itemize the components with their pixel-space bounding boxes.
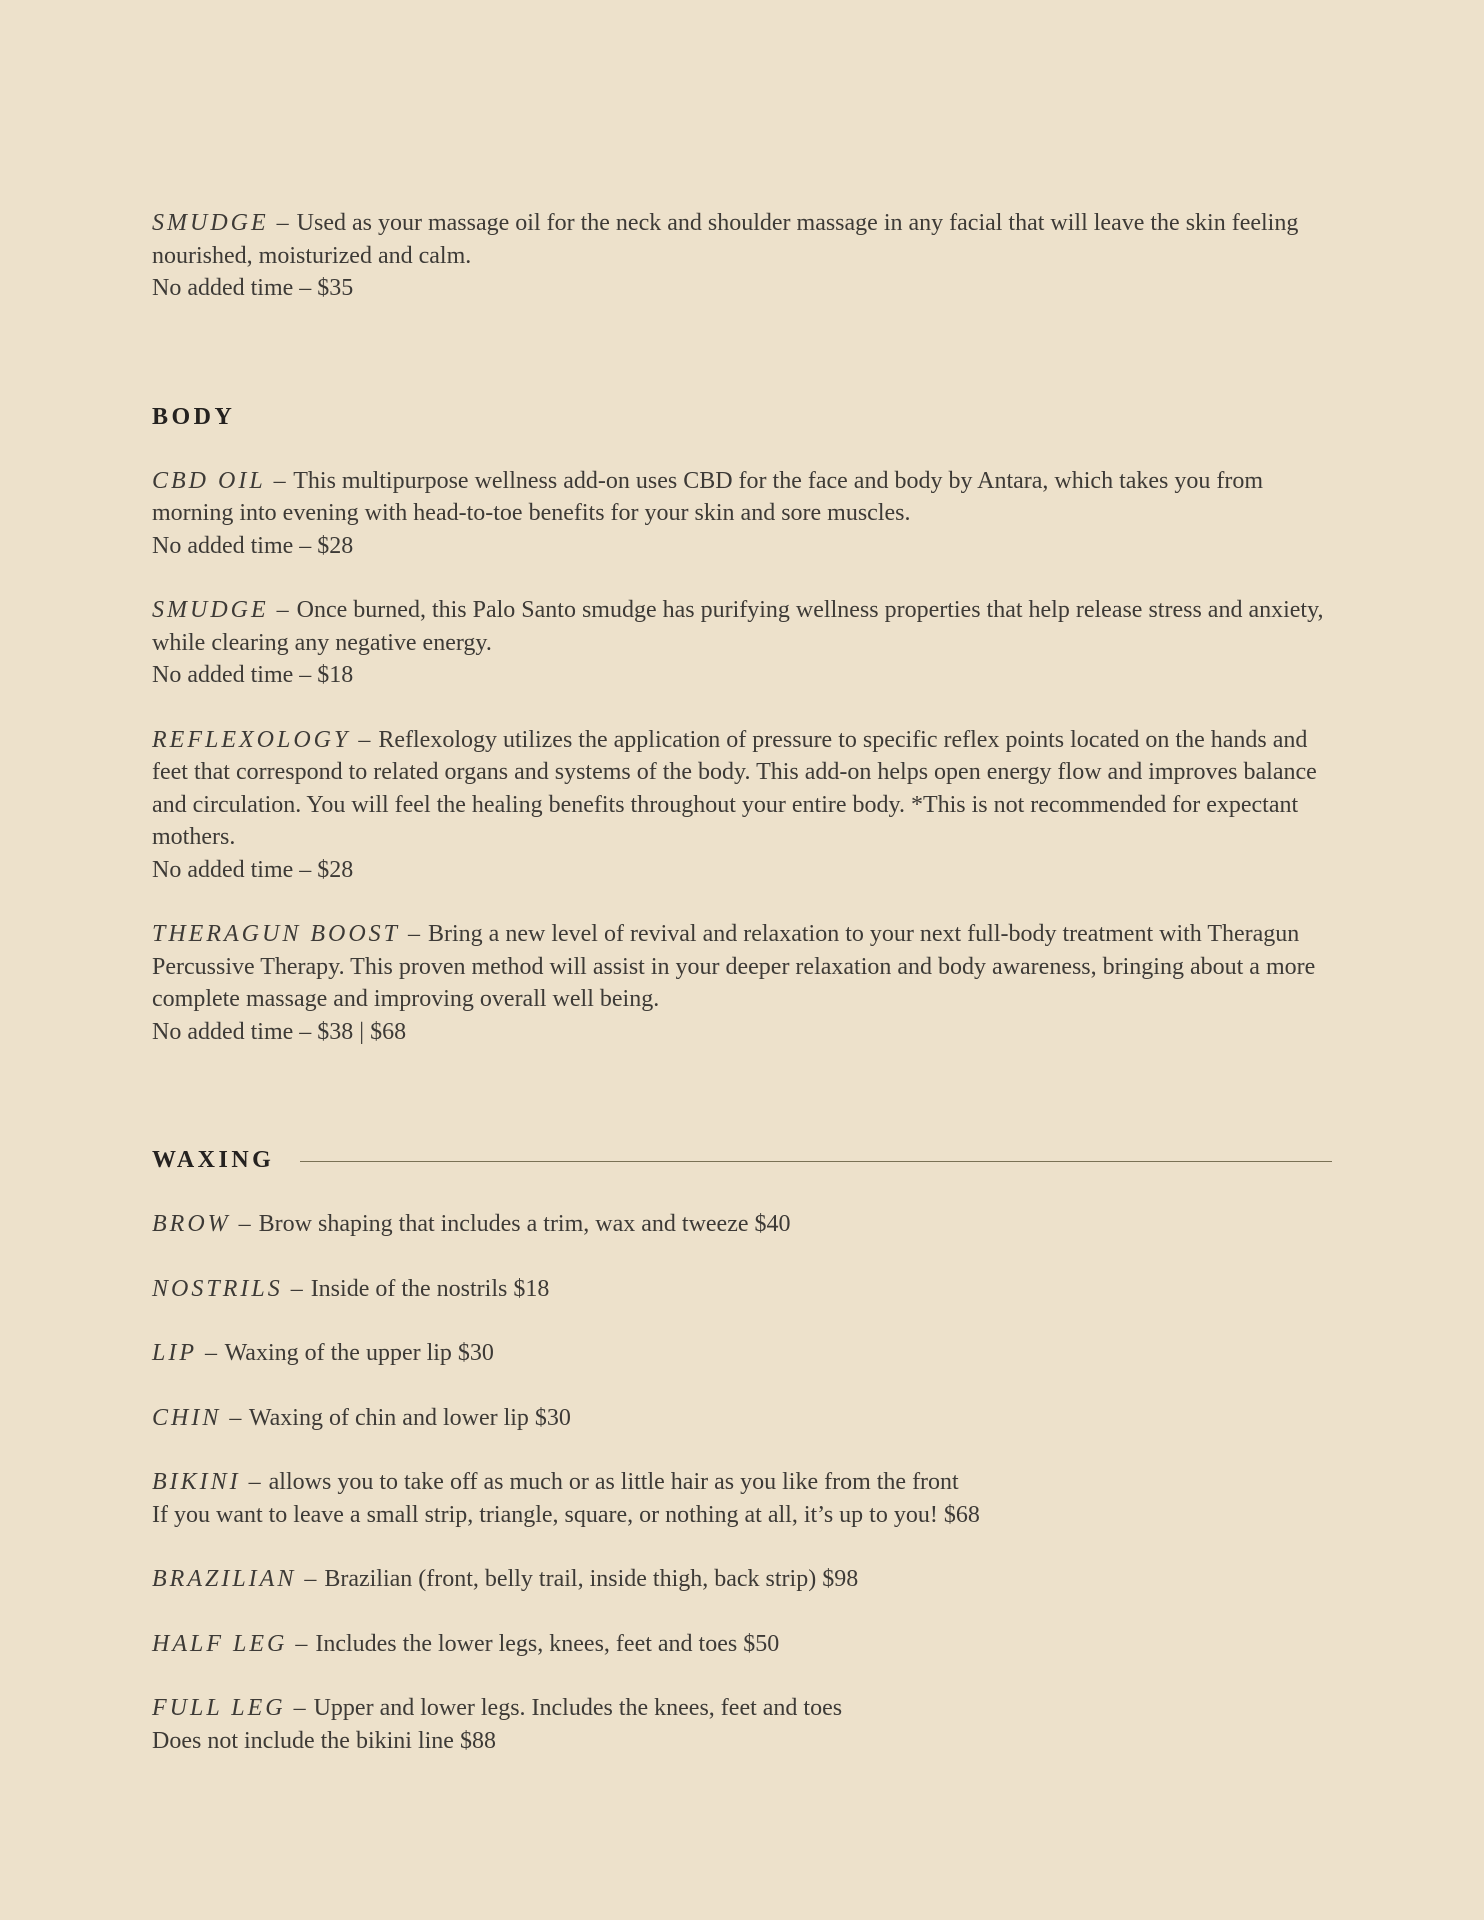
entry-line — [152, 1402, 1332, 1435]
entry-separator: – — [238, 1211, 251, 1237]
section-header-waxing — [152, 1144, 1332, 1176]
reflexology-entry — [152, 724, 1332, 887]
entry-line — [152, 1466, 1332, 1499]
entry-name: LIP — [152, 1340, 197, 1366]
entry-line — [152, 1692, 1332, 1725]
entry-text: Waxing of the upper lip $30 — [224, 1340, 494, 1366]
entry-name: FULL LEG — [152, 1695, 286, 1721]
entry-price: No added time – $28 — [152, 856, 354, 883]
entry-name: CHIN — [152, 1404, 222, 1431]
entry-price: No added time – $38 | $68 — [152, 1018, 407, 1045]
entry-separator: – — [358, 726, 371, 753]
wax-half-leg-entry — [152, 1628, 1332, 1661]
entry-name: BIKINI — [152, 1469, 241, 1495]
entry-line — [152, 1208, 1332, 1241]
entry-name: NOSTRILS — [152, 1275, 283, 1302]
entry-separator: – — [276, 597, 289, 623]
entry-separator: – — [290, 1275, 303, 1302]
entry-name: HALF LEG — [152, 1630, 288, 1657]
entry-line-2: If you want to leave a small strip, triangle, square, or nothing at all, it’s up to you! $68 — [152, 1501, 980, 1528]
entry-text: Includes the lower legs, knees, feet and toes $50 — [315, 1630, 780, 1657]
entry-name: BROW — [152, 1211, 231, 1237]
entry-line — [152, 1273, 1332, 1306]
entry-line — [152, 1337, 1332, 1370]
entry-description: Used as your massage oil for the neck and shoulder massage in any facial that will leave the skin feeling nourished, moisturized and calm. — [152, 210, 1299, 269]
entry-description-line — [152, 918, 1332, 1016]
entry-text: Upper and lower legs. Includes the knees, feet and toes — [313, 1695, 843, 1721]
wax-brazilian-entry — [152, 1563, 1332, 1596]
entry-description: Once burned, this Palo Santo smudge has purifying wellness properties that help release stress and anxiety, while clearing any negative energy. — [152, 597, 1324, 656]
entry-text: Inside of the nostrils $18 — [310, 1275, 550, 1302]
entry-separator: – — [276, 210, 289, 236]
entry-description-line — [152, 207, 1332, 272]
entry-separator: – — [293, 1695, 306, 1721]
entry-name: SMUDGE — [152, 597, 269, 623]
entry-separator: – — [304, 1566, 317, 1592]
wax-full-leg-entry — [152, 1692, 1332, 1757]
entry-description-line — [152, 594, 1332, 659]
entry-line — [152, 1628, 1332, 1661]
entry-price: No added time – $18 — [152, 662, 354, 688]
wax-nostrils-entry — [152, 1273, 1332, 1306]
entry-separator: – — [273, 467, 286, 494]
wax-chin-entry — [152, 1402, 1332, 1435]
wax-lip-entry — [152, 1337, 1332, 1370]
entry-separator: – — [205, 1340, 217, 1366]
entry-line — [152, 1563, 1332, 1596]
section-divider — [300, 1161, 1332, 1162]
entry-separator: – — [248, 1469, 261, 1495]
entry-text: allows you to take off as much or as little hair as you like from the front — [268, 1469, 959, 1495]
wax-brow-entry — [152, 1208, 1332, 1241]
section-title-body: BODY — [152, 403, 236, 430]
entry-name: SMUDGE — [152, 210, 269, 236]
entry-name: BRAZILIAN — [152, 1566, 297, 1592]
entry-name: CBD OIL — [152, 467, 266, 494]
menu-content — [152, 207, 1332, 1757]
entry-separator: – — [295, 1630, 308, 1657]
entry-text: Brow shaping that includes a trim, wax and tweeze $40 — [258, 1211, 791, 1237]
entry-description-line — [152, 465, 1332, 530]
entry-description-line — [152, 724, 1332, 854]
section-title-waxing: WAXING — [152, 1147, 275, 1173]
wax-bikini-entry — [152, 1466, 1332, 1531]
entry-description: This multipurpose wellness add-on uses CBD for the face and body by Antara, which takes you from morning into evening with head-to-toe benefits for your skin and sore muscles. — [152, 467, 1264, 526]
entry-separator: – — [408, 921, 421, 947]
entry-name: REFLEXOLOGY — [152, 726, 351, 753]
entry-name: THERAGUN BOOST — [152, 921, 401, 947]
entry-description: Reflexology utilizes the application of pressure to specific reflex points located on the hands and feet that correspond to related organs and systems of the body. This add-on helps open energy flow and improves balance and circulation. You will feel the healing benefits throughout your entire body. *This is not recommended for expectant mothers. — [152, 726, 1317, 850]
entry-price: No added time – $35 — [152, 275, 354, 301]
entry-text: Brazilian (front, belly trail, inside thigh, back strip) $98 — [324, 1566, 859, 1592]
cbd-oil-entry — [152, 465, 1332, 563]
smudge-body-entry — [152, 594, 1332, 692]
smudge-facial-entry — [152, 207, 1332, 305]
entry-description: Bring a new level of revival and relaxation to your next full-body treatment with Theragun Percussive Therapy. This proven method will assist in your deeper relaxation and body awareness, bringing about a more complete massage and improving overall well being. — [152, 921, 1316, 1012]
entry-line-2: Does not include the bikini line $88 — [152, 1727, 496, 1754]
entry-text: Waxing of chin and lower lip $30 — [248, 1404, 571, 1431]
entry-separator: – — [229, 1404, 242, 1431]
theragun-boost-entry — [152, 918, 1332, 1048]
entry-price: No added time – $28 — [152, 532, 354, 559]
